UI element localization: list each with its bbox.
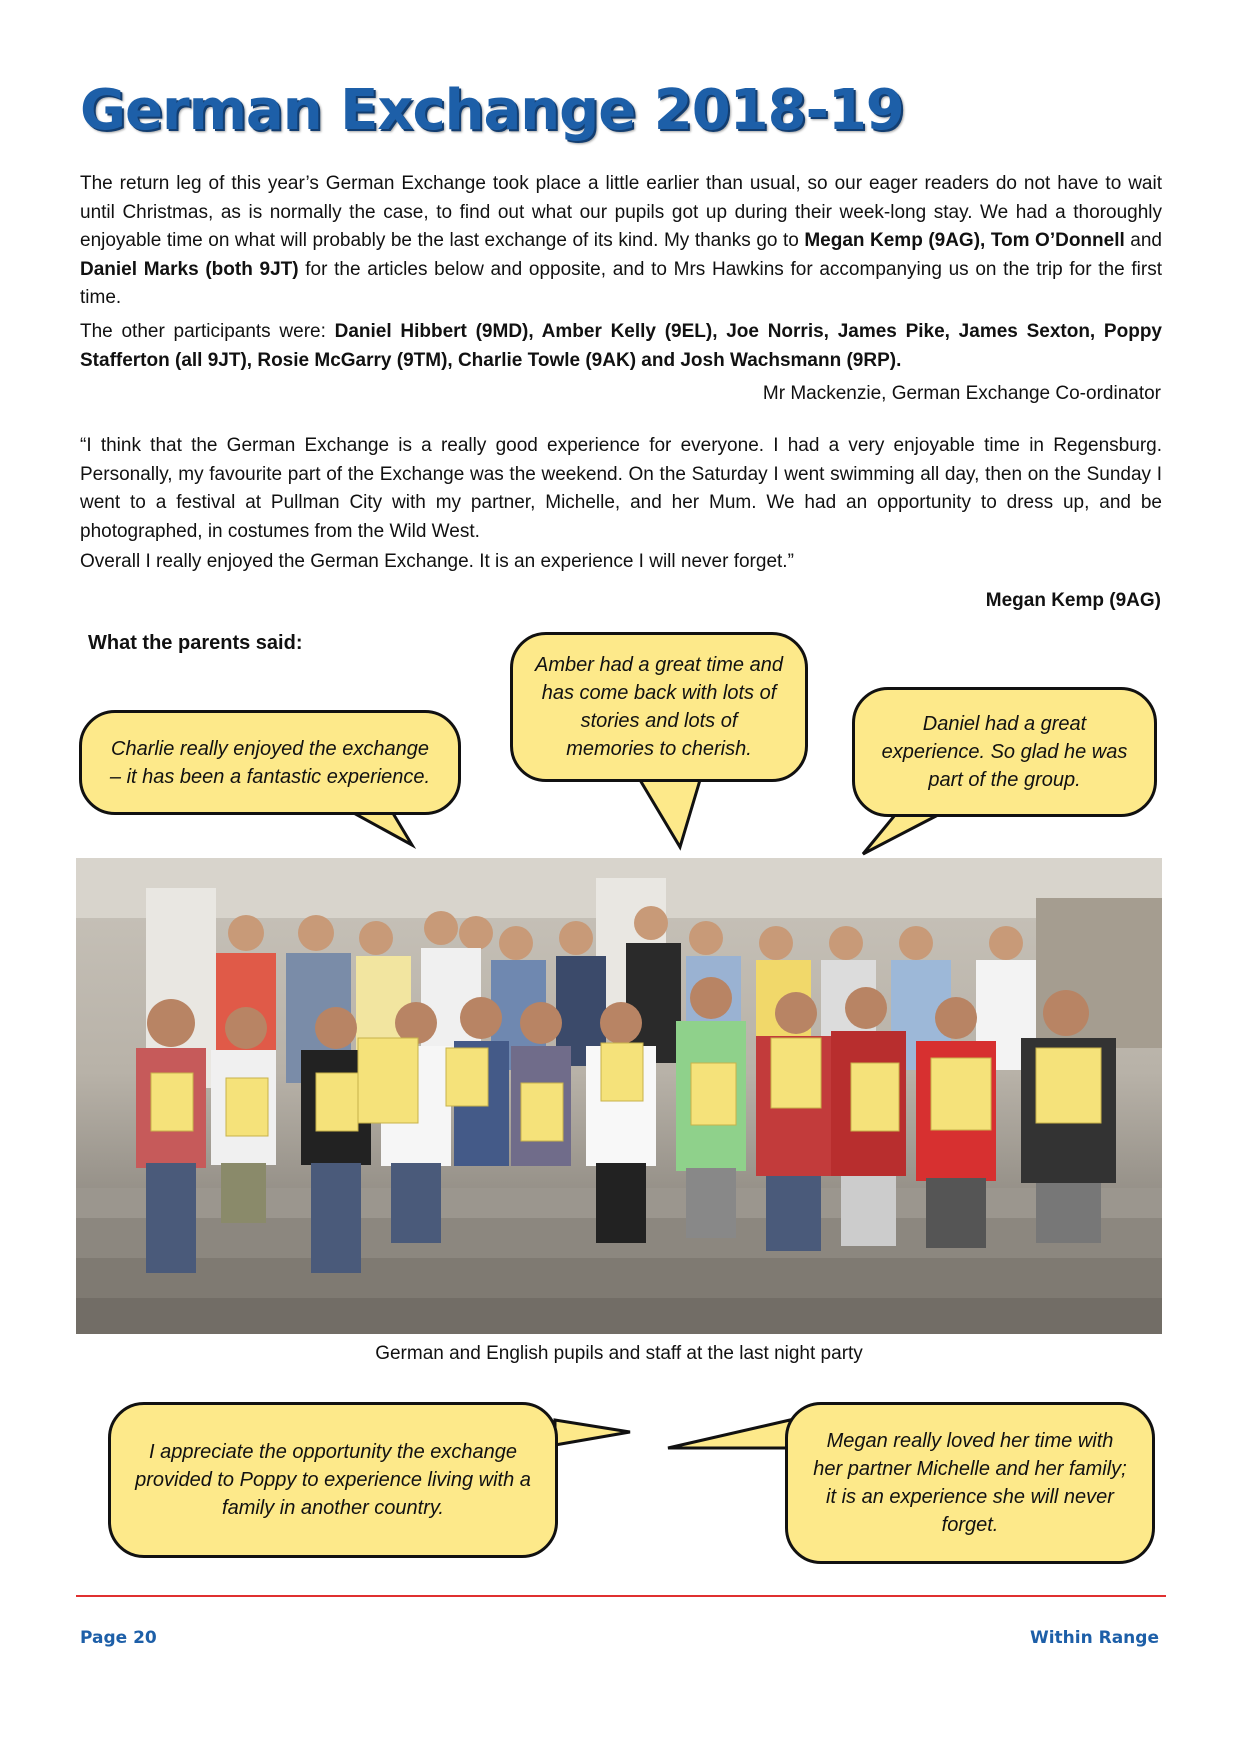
intro-text: for the articles below and opposite, and to Mrs Hawkins for accompanying us on the trip for the first time. <box>80 258 1162 308</box>
intro-paragraph-1 <box>80 170 1162 313</box>
charlie-bubble: Charlie really enjoyed the exchange – it has been a fantastic experience. <box>79 710 461 815</box>
participants-label: The other participants were: <box>80 321 335 342</box>
footer-page-number: Page 20 <box>80 1628 157 1648</box>
group-photo-illustration <box>76 858 1162 1334</box>
megan-bubble: Megan really loved her time with her partner Michelle and her family; it is an experience she will never forget. <box>785 1402 1155 1564</box>
intro-text: and <box>1124 230 1162 251</box>
intro-bold-names-2: Daniel Marks (both 9JT) <box>80 258 299 280</box>
daniel-bubble: Daniel had a great experience. So glad he was part of the group. <box>852 687 1157 817</box>
poppy-bubble: I appreciate the opportunity the exchange provided to Poppy to experience living with a family in another country. <box>108 1402 558 1558</box>
amber-bubble-tail <box>640 780 700 847</box>
amber-bubble: Amber had a great time and has come back with lots of stories and lots of memories to cherish. <box>510 632 808 782</box>
intro-paragraph-2 <box>80 318 1162 375</box>
page-title: German Exchange 2018-19 <box>80 78 904 143</box>
daniel-bubble-tail <box>863 815 938 854</box>
coordinator-signature: Mr Mackenzie, German Exchange Co-ordinator <box>762 383 1161 404</box>
article-paragraph-1: “I think that the German Exchange is a really good experience for everyone. I had a very enjoyable time in Regensburg. Personally, my favourite part of the Exchange was the weekend. On the Saturday I went swimming all day, then on the Sunday I went to a festival at Pullman City with my partner, Michelle, and her Mum. We had an opportunity to dress up, and be photographed, in costumes from the Wild West. <box>80 435 1162 542</box>
footer-divider <box>76 1595 1166 1597</box>
article-author: Megan Kemp (9AG) <box>985 590 1161 611</box>
megan-bubble-tail <box>668 1420 790 1448</box>
poppy-bubble-tail <box>555 1420 630 1445</box>
participants-list: Daniel Hibbert (9MD), Amber Kelly (9EL), Joe Norris, James Pike, James Sexton, Poppy Stafferton (all 9JT), Rosie McGarry (9TM), Charlie Towle (9AK) and Josh Wachsmann (9RP). <box>80 321 1162 371</box>
footer-publication: Within Range <box>1029 1628 1159 1648</box>
intro-bold-names-1: Megan Kemp (9AG), Tom O’Donnell <box>804 230 1125 251</box>
group-photo <box>76 858 1162 1334</box>
parents-heading: What the parents said: <box>88 632 303 654</box>
intro-text: The return leg of this year’s German Exchange took place a little earlier than usual, so our eager readers do not have to wait until Christmas, as is normally the case, to find out what our pupils got up during their week-long stay. We had a thoroughly enjoyable time on what will probably be the last exchange of its kind. My thanks go to <box>80 173 1162 251</box>
photo-caption: German and English pupils and staff at the last night party <box>375 1343 863 1364</box>
article-paragraph-2: Overall I really enjoyed the German Exchange. It is an experience I will never forget.” <box>80 551 794 572</box>
